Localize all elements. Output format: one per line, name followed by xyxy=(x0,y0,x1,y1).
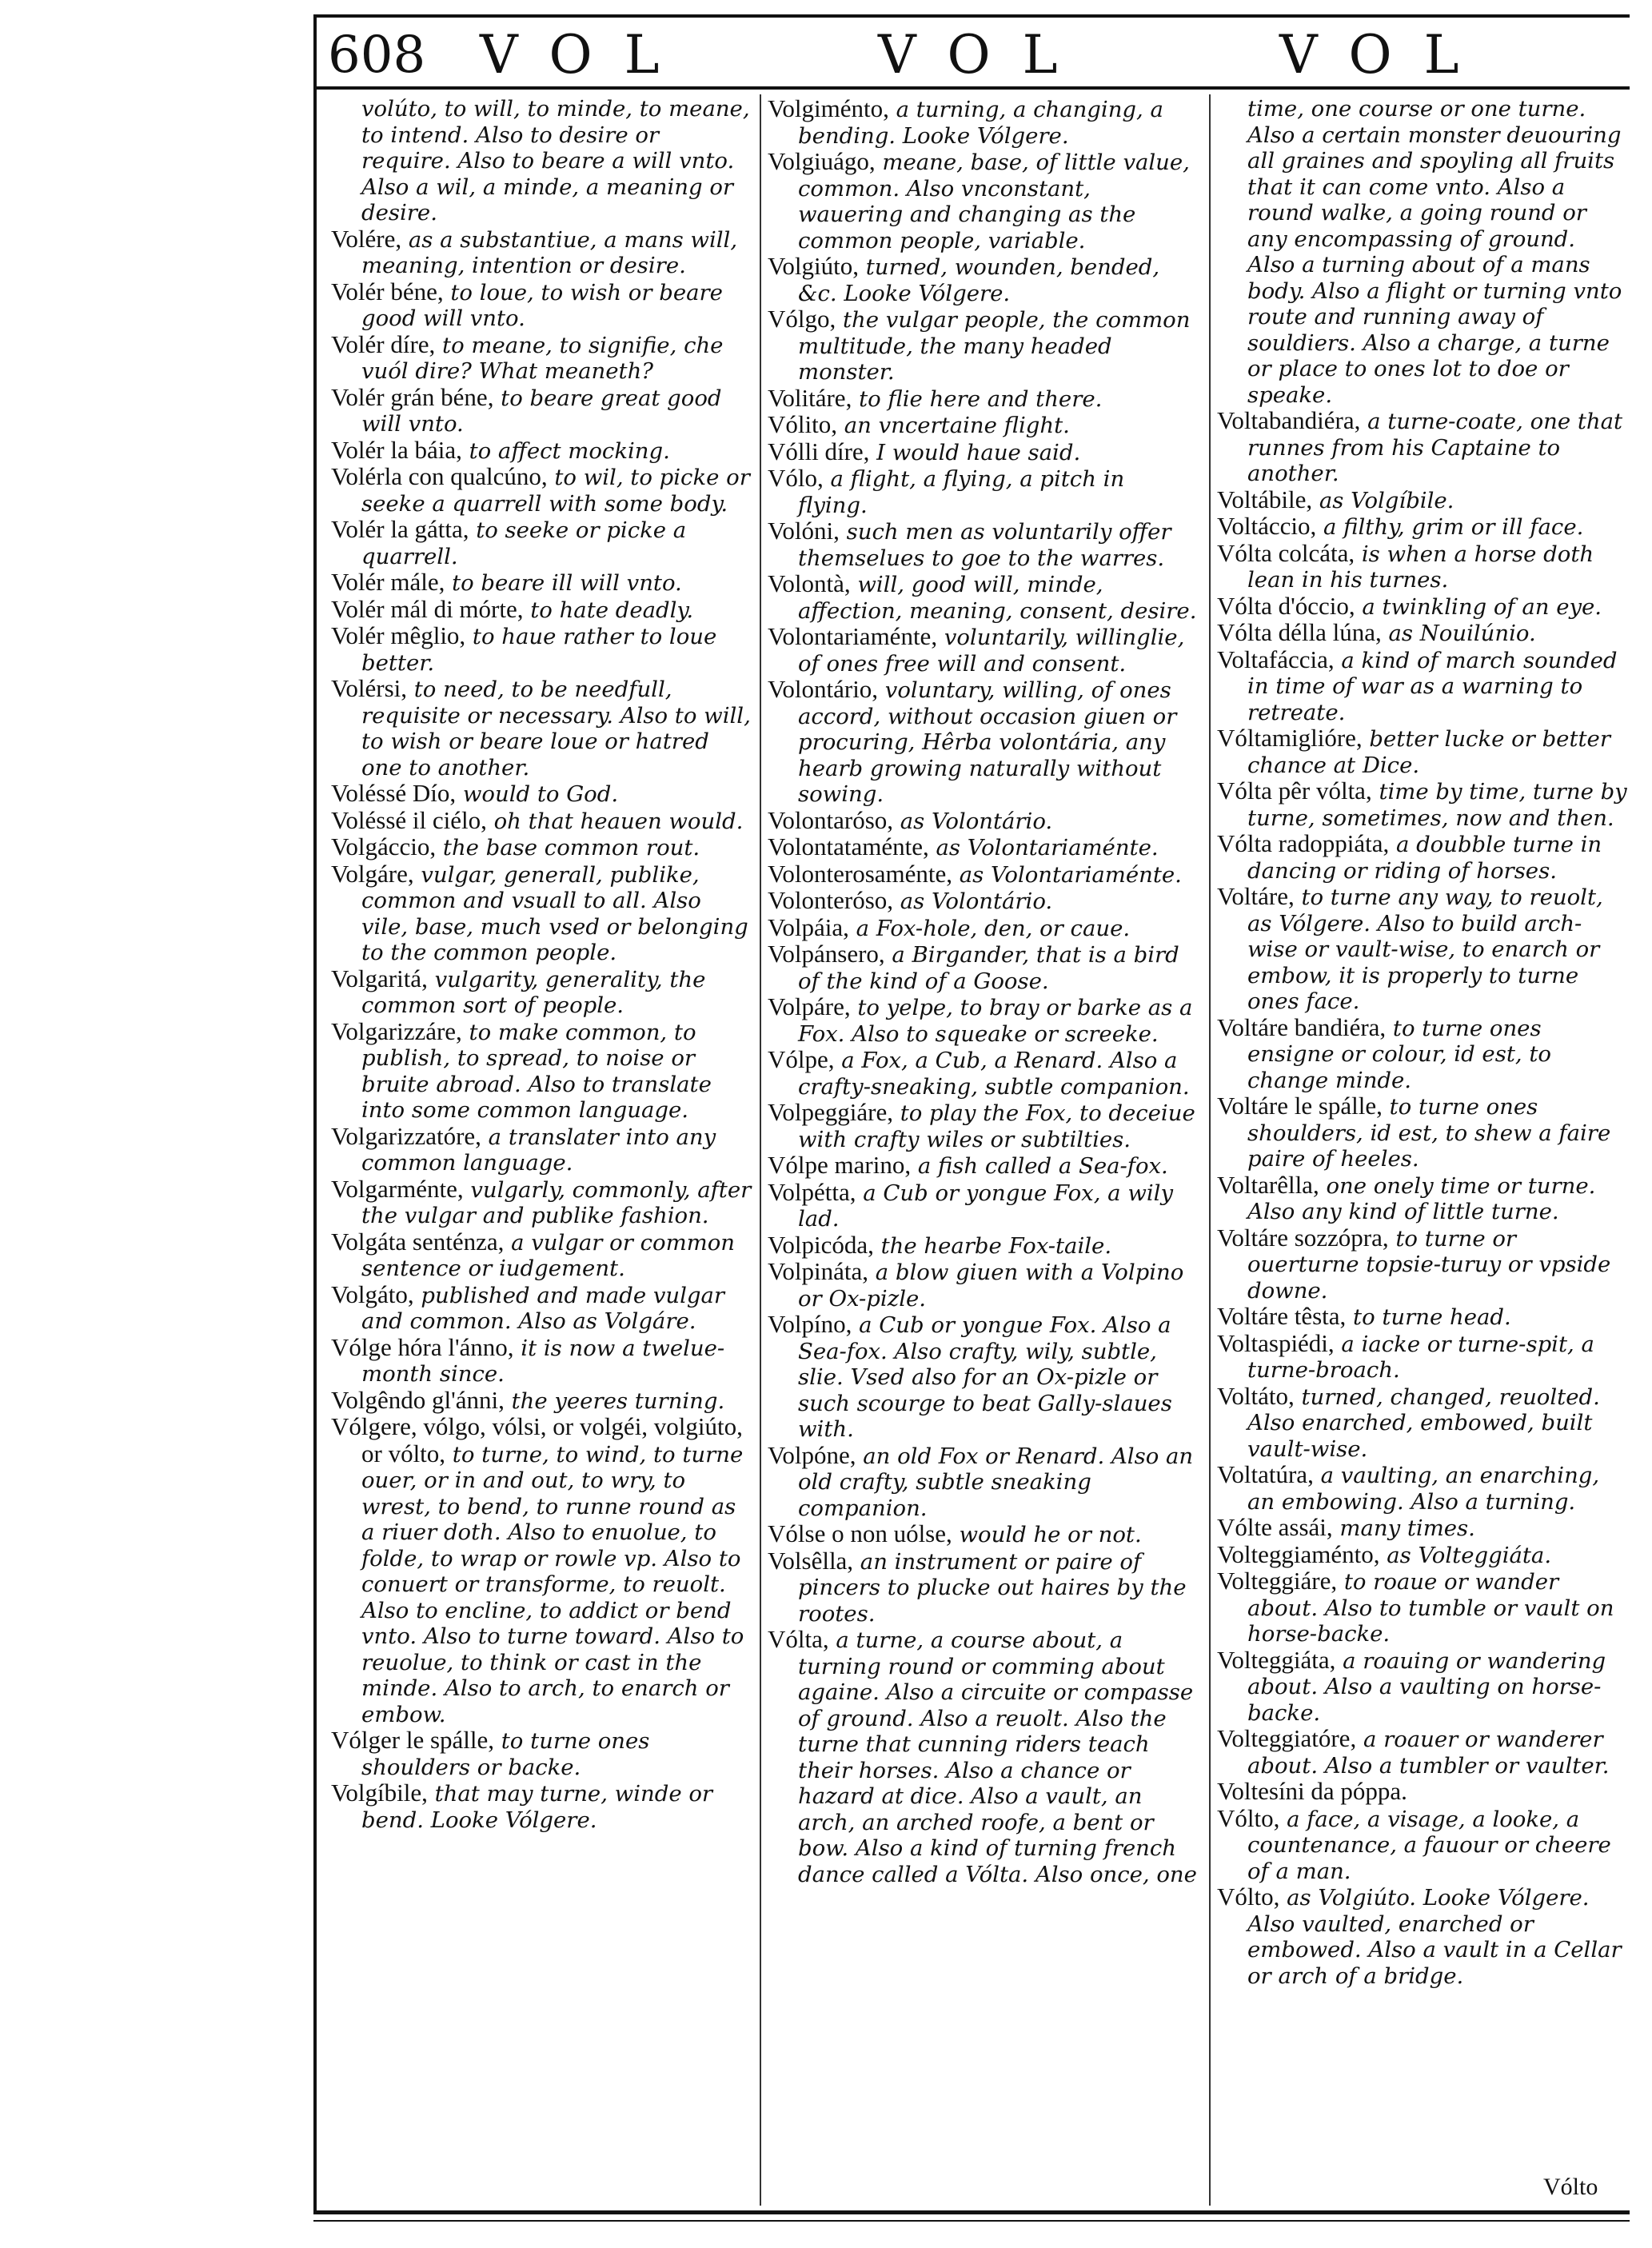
dictionary-entry xyxy=(1217,1012,1630,1094)
dictionary-entry xyxy=(768,571,1199,624)
entry-definition: voluntary, willing, of ones accord, without occasion giuen or procuring, Hêrba volontária, any hearb growing naturally without sowing. xyxy=(798,677,1177,807)
entry-headword: Vólge hóra l'ánno, xyxy=(331,1332,514,1361)
dictionary-entry xyxy=(331,226,753,279)
entry-headword: Volpeggiáre, xyxy=(768,1098,893,1126)
dictionary-entry xyxy=(331,382,753,437)
entry-headword: Volgáccio, xyxy=(331,833,437,860)
dictionary-entry xyxy=(1217,1225,1630,1304)
entry-headword: Voltarêlla, xyxy=(1217,1170,1319,1199)
entry-definition: a vaulting, an enarching, an embowing. Also a turning. xyxy=(1247,1463,1600,1515)
entry-headword: Volgiuágo, xyxy=(768,147,876,175)
dictionary-entry xyxy=(768,1232,1199,1260)
entry-definition: a Fox-hole, den, or caue. xyxy=(848,915,1131,941)
page-number: 608 xyxy=(328,26,426,85)
column-2 xyxy=(768,96,1199,1887)
entry-definition: to turne ones shoulders, id est, to shew a faire paire of heeles. xyxy=(1247,1094,1611,1172)
entry-headword: Vólta pêr vólta, xyxy=(1217,777,1372,805)
dictionary-entry xyxy=(1217,1515,1630,1542)
entry-definition: the hearbe Fox-taile. xyxy=(873,1232,1112,1259)
entry-definition: as Volontário. xyxy=(893,808,1053,834)
entry-headword: Voltafáccia, xyxy=(1217,645,1335,673)
entry-definition: to turne ones ensigne or colour, id est, to change minde. xyxy=(1247,1015,1551,1093)
dictionary-entry xyxy=(1217,1462,1630,1515)
entry-definition: I would haue said. xyxy=(869,439,1081,465)
entry-headword: Volpináta, xyxy=(768,1257,868,1285)
entry-headword: Volgêndo gl'ánni, xyxy=(331,1385,505,1414)
dictionary-entry xyxy=(768,912,1199,942)
dictionary-entry xyxy=(768,465,1199,518)
entry-definition: the vulgar people, the common multitude, the many headed monster. xyxy=(798,307,1191,385)
entry-headword: Voléssé il ciélo, xyxy=(331,805,487,834)
dictionary-entry xyxy=(1217,620,1630,647)
dictionary-entry xyxy=(768,834,1199,861)
entry-headword: Vólta colcáta, xyxy=(1217,538,1355,567)
dictionary-entry xyxy=(331,781,753,808)
entry-definition: meane, base, of little value, common. Also vnconstant, wauering and changing as the common people, variable. xyxy=(798,150,1190,254)
header-rule-bottom xyxy=(313,86,1630,90)
dictionary-entry xyxy=(1217,1304,1630,1331)
dictionary-entry xyxy=(331,861,753,966)
dictionary-entry xyxy=(768,888,1199,915)
dictionary-entry xyxy=(331,279,753,332)
dictionary-entry xyxy=(331,464,753,517)
entry-headword: Volgáre, xyxy=(331,859,414,888)
entry-definition: a doubble turne in dancing or riding of horses. xyxy=(1247,832,1602,884)
entry-definition: volúto, to will, to minde, to meane, to intend. Also to desire or require. Also to beare a will vnto. Also a wil, a minde, a meaning or desire. xyxy=(361,96,750,226)
dictionary-entry xyxy=(768,1152,1199,1180)
entry-definition: a Cub or yongue Fox. Also a Sea-fox. Also crafty, wily, subtle, slie. Vsed also for an Ox-pizle or such scourge to beat Gally-slaues with. xyxy=(798,1312,1172,1442)
dictionary-entry xyxy=(1217,513,1630,541)
entry-headword: Voltaspiédi, xyxy=(1217,1328,1335,1357)
running-head-left: VOL xyxy=(480,24,692,86)
entry-definition: is when a horse doth lean in his turnes. xyxy=(1247,541,1594,593)
dictionary-entry xyxy=(1217,831,1630,884)
dictionary-entry xyxy=(768,1047,1199,1100)
entry-definition: many times. xyxy=(1332,1515,1475,1541)
dictionary-entry xyxy=(331,1121,753,1176)
dictionary-entry xyxy=(1217,1647,1630,1727)
entry-definition: vulgarity, generality, the common sort of people. xyxy=(361,966,706,1018)
entry-headword: Vólto, xyxy=(1217,1803,1280,1832)
entry-headword: Volpáre, xyxy=(768,992,851,1020)
entry-headword: Voltatúra, xyxy=(1217,1460,1314,1488)
dictionary-entry xyxy=(768,1440,1199,1522)
entry-definition: such men as voluntarily offer themselues to goe to the warres. xyxy=(798,519,1171,571)
entry-definition: that may turne, winde or bend. Looke Vólgere. xyxy=(361,1781,713,1833)
entry-headword: Volontário, xyxy=(768,675,879,703)
dictionary-entry xyxy=(1217,1803,1630,1885)
entry-headword: Volteggiaménto, xyxy=(1217,1539,1380,1568)
entry-headword: Volpáia, xyxy=(768,912,849,941)
entry-headword: Vólta radoppiáta, xyxy=(1217,829,1390,857)
entry-headword: Volgáto, xyxy=(331,1280,414,1308)
dictionary-entry xyxy=(768,149,1199,254)
entry-headword: Vólgo, xyxy=(768,305,836,333)
entry-definition: to wil, to picke or seeke a quarrell with some body. xyxy=(361,465,750,517)
entry-definition: as Nouilúnio. xyxy=(1381,621,1536,646)
entry-headword: Voltáre têsta, xyxy=(1217,1302,1347,1330)
entry-definition: better lucke or better chance at Dice. xyxy=(1247,726,1610,778)
entry-definition: to seeke or picke a quarrell. xyxy=(361,517,687,569)
entry-headword: Volteggiáre, xyxy=(1217,1567,1338,1595)
dictionary-entry xyxy=(1217,778,1630,831)
entry-definition: it is now a twelue-month since. xyxy=(361,1335,725,1387)
entry-headword: Vólte assái, xyxy=(1217,1513,1333,1541)
entry-headword: Volonterosaménte, xyxy=(768,859,953,888)
entry-definition: to beare great good will vnto. xyxy=(361,385,722,437)
entry-definition: to beare ill will vnto. xyxy=(445,570,682,596)
dictionary-entry xyxy=(331,1332,753,1388)
dictionary-entry xyxy=(768,1259,1199,1312)
dictionary-entry xyxy=(331,437,753,465)
entry-headword: Volér la báia, xyxy=(331,435,462,464)
dictionary-entry xyxy=(768,96,1199,149)
entry-headword: Volóni, xyxy=(768,517,840,545)
entry-headword: Volér mêglio, xyxy=(331,621,466,649)
entry-definition: turned, wounden, bended, &c. Looke Vólgere. xyxy=(798,254,1160,306)
entry-headword: Volér mále, xyxy=(331,568,445,596)
entry-headword: Volgaritá, xyxy=(331,964,428,992)
dictionary-entry xyxy=(331,569,753,597)
dictionary-entry xyxy=(768,306,1199,385)
dictionary-entry xyxy=(768,439,1199,466)
dictionary-entry xyxy=(1217,1568,1630,1647)
dictionary-entry xyxy=(331,1414,753,1727)
left-border-rule xyxy=(313,14,317,2214)
entry-definition: to turne ones shoulders or backe. xyxy=(361,1728,650,1780)
dictionary-entry xyxy=(331,676,753,781)
dictionary-entry xyxy=(768,1177,1199,1232)
entry-headword: Voltáre le spálle, xyxy=(1217,1092,1383,1120)
dictionary-entry xyxy=(768,805,1199,835)
dictionary-entry xyxy=(1217,593,1630,621)
entry-definition: a roauing or wandering about. Also a vaulting on horse-backe. xyxy=(1247,1647,1606,1726)
dictionary-entry xyxy=(768,1521,1199,1548)
entry-headword: Vólta d'óccio, xyxy=(1217,591,1355,620)
column-rule-1 xyxy=(760,94,761,2206)
entry-definition: published and made vulgar and common. Also as Volgáre. xyxy=(361,1282,725,1334)
dictionary-entry xyxy=(768,624,1199,677)
entry-definition: a Cub or yongue Fox, a wily lad. xyxy=(798,1180,1173,1232)
entry-definition: a kind of march sounded in time of war as a warning to retreate. xyxy=(1247,647,1618,725)
dictionary-entry xyxy=(1217,647,1630,726)
entry-definition: a vulgar or common sentence or iudgement. xyxy=(361,1229,735,1281)
entry-definition: will, good will, minde, affection, meaning, consent, desire. xyxy=(798,572,1197,624)
entry-headword: Volér la gátta, xyxy=(331,515,469,543)
entry-definition: to yelpe, to bray or barke as a Fox. Also to squeake or screeke. xyxy=(798,995,1193,1047)
entry-headword: Voltáre bandiéra, xyxy=(1217,1012,1387,1041)
entry-headword: Volitáre, xyxy=(768,383,852,412)
entry-headword: Volére, xyxy=(331,224,402,253)
entry-definition: one onely time or turne. Also any kind of little turne. xyxy=(1247,1172,1596,1224)
entry-definition: the yeeres turning. xyxy=(504,1388,725,1414)
entry-headword: Volpánsero, xyxy=(768,940,885,968)
entry-headword: Volpíno, xyxy=(768,1310,852,1338)
running-head-right: VOL xyxy=(1279,24,1491,86)
entry-definition: an old Fox or Renard. Also an old crafty, subtle sneaking companion. xyxy=(798,1443,1194,1521)
entry-headword: Volgiúto, xyxy=(768,252,859,280)
entry-headword: Volpétta, xyxy=(768,1177,856,1206)
dictionary-entry xyxy=(1217,1093,1630,1172)
entry-definition: to loue, to wish or beare good will vnto. xyxy=(361,279,723,331)
entry-definition: a fish called a Sea-fox. xyxy=(911,1153,1168,1179)
entry-headword: Volgarizzatóre, xyxy=(331,1121,481,1150)
entry-definition: a turning, a changing, a bending. Looke Vólgere. xyxy=(798,97,1163,149)
dictionary-entry xyxy=(1217,1328,1630,1384)
entry-headword: Voltábile, xyxy=(1217,485,1313,513)
dictionary-entry xyxy=(331,1727,753,1780)
entry-definition: a Birgander, that is a bird of the kind of a Goose. xyxy=(798,942,1179,994)
entry-headword: Volteggiáta, xyxy=(1217,1645,1336,1674)
dictionary-entry xyxy=(331,517,753,569)
entry-definition: to hate deadly. xyxy=(523,597,694,623)
entry-headword: Vólpe marino, xyxy=(768,1151,912,1179)
dictionary-entry xyxy=(768,994,1199,1047)
entry-definition: time by time, turne by turne, sometimes, now and then. xyxy=(1247,779,1627,831)
entry-headword: Voltesíni da póppa. xyxy=(1217,1777,1407,1805)
entry-headword: Volgarizzáre, xyxy=(331,1016,462,1045)
entry-definition: as Volontário. xyxy=(893,888,1053,914)
entry-headword: Volontataménte, xyxy=(768,833,929,860)
entry-headword: Voltabandiéra, xyxy=(1217,406,1361,434)
dictionary-entry xyxy=(768,412,1199,439)
entry-definition: to turne any way, to reuolt, as Vólgere. Also to build arch-wise or vault-wise, to enarch or embow, it is properly to turne ones face. xyxy=(1247,884,1603,1014)
dictionary-entry xyxy=(1217,408,1630,487)
entry-definition: a flight, a flying, a pitch in flying. xyxy=(798,466,1125,518)
entry-headword: Vólo, xyxy=(768,464,824,492)
entry-headword: Vólito, xyxy=(768,410,837,438)
entry-headword: Vólta délla lúna, xyxy=(1217,618,1382,646)
entry-headword: Volérsi, xyxy=(331,674,408,702)
dictionary-entry xyxy=(331,805,753,835)
dictionary-entry xyxy=(331,623,753,676)
dictionary-entry xyxy=(768,385,1199,413)
entry-definition: as Volontariaménte. xyxy=(928,835,1159,860)
dictionary-entry xyxy=(768,1548,1199,1627)
dictionary-entry xyxy=(331,1780,753,1833)
entry-headword: Vólgere, vólgo, vólsi, or volgéi, volgiúto, or vólto, xyxy=(331,1412,743,1467)
dictionary-entry xyxy=(331,1282,753,1335)
entry-headword: Vóltamiglióre, xyxy=(1217,724,1363,752)
entry-headword: Vólto, xyxy=(1217,1883,1280,1911)
entry-headword: Vólger le spálle, xyxy=(331,1726,495,1754)
dictionary-entry xyxy=(331,1385,753,1415)
entry-definition: to haue rather to loue better. xyxy=(361,624,717,676)
entry-definition: to need, to be needfull, requisite or necessary. Also to will, to wish or beare loue or hatred one to another. xyxy=(361,677,751,781)
entry-headword: Volér grán béne, xyxy=(331,382,494,411)
entry-definition: would to God. xyxy=(456,781,619,807)
entry-headword: Voltáre, xyxy=(1217,882,1295,910)
header-rule-top xyxy=(313,14,1630,18)
bottom-rule xyxy=(313,2210,1630,2214)
entry-definition: to turne, to wind, to turne ouer, or in and out, to wry, to wrest, to bend, to runne round as a riuer doth. Also to enuolue, to folde, to wrap or rowle vp. Also to conuert or transforme, to reuolt. Also to encline, to addict or bend vnto. Also to turne toward. Also to reuolue, to think or cast in the minde. Also to arch, to enarch or embow. xyxy=(361,1441,744,1727)
dictionary-entry xyxy=(1217,538,1630,593)
entry-definition: would he or not. xyxy=(952,1522,1142,1547)
dictionary-entry xyxy=(331,1176,753,1229)
column-1 xyxy=(331,96,753,1833)
bottom-rule-thin xyxy=(313,2220,1630,2222)
entry-definition: as Volgiúto. Looke Vólgere. Also vaulted, enarched or embowed. Also a vault in a Cellar or arch of a bridge. xyxy=(1247,1885,1622,1989)
entry-headword: Volteggiatóre, xyxy=(1217,1724,1357,1752)
column-rule-2 xyxy=(1209,94,1211,2206)
dictionary-entry xyxy=(1217,884,1630,1015)
column-3 xyxy=(1217,96,1630,1989)
dictionary-entry xyxy=(768,677,1199,808)
entry-definition: voluntarily, willinglie, of ones free will and consent. xyxy=(798,625,1185,677)
entry-definition: as a substantiue, a mans will, meaning, intention or desire. xyxy=(361,226,738,278)
entry-definition: time, one course or one turne. Also a certain monster deuouring all graines and spoyling all fruits that it can come vnto. Also a round walke, a going round or any encompassing of ground. Also a turning about of a mans body. Also a flight or turning vnto route and running away of souldiers. Also a charge, a turne or place to ones lot to doe or speake. xyxy=(1247,96,1622,408)
entry-definition: vulgar, generall, publike, common and vsuall to all. Also vile, base, much vsed or belonging to the common people. xyxy=(361,861,748,965)
dictionary-entry xyxy=(1217,1726,1630,1779)
entry-definition: to affect mocking. xyxy=(461,437,670,464)
dictionary-entry xyxy=(1217,1779,1630,1806)
entry-definition: a translater into any common language. xyxy=(361,1124,716,1176)
entry-headword: Volontaróso, xyxy=(768,805,894,834)
entry-definition: to play the Fox, to deceiue with crafty wiles or subtilties. xyxy=(798,1100,1195,1152)
dictionary-entry xyxy=(331,1229,753,1282)
dictionary-entry xyxy=(331,1016,753,1124)
entry-definition: a filthy, grim or ill face. xyxy=(1316,514,1584,540)
entry-definition: a turne, a course about, a turning round or comming about againe. Also a circuite or compasse of ground. Also a reuolt. Also the turne that cunning riders teach their horses. Also a chance or hazard at dice. Also a vault, an arch, an arched roofe, a bent or bow. Also a kind of turning french dance called a Vólta. Also once, one xyxy=(798,1627,1197,1887)
entry-headword: Volgáta senténza, xyxy=(331,1227,505,1256)
entry-definition: an instrument or paire of pincers to plucke out haires by the rootes. xyxy=(798,1548,1187,1627)
entry-headword: Volpicóda, xyxy=(768,1230,874,1259)
dictionary-entry xyxy=(768,1100,1199,1152)
entry-definition: a iacke or turne-spit, a turne-broach. xyxy=(1247,1331,1594,1383)
entry-definition: the base common rout. xyxy=(436,835,700,860)
entry-definition: to turne head. xyxy=(1346,1304,1511,1330)
dictionary-entry xyxy=(768,254,1199,306)
entry-headword: Volérla con qualcúno, xyxy=(331,462,548,490)
entry-headword: Volonteróso, xyxy=(768,886,894,914)
entry-definition: a roauer or wanderer about. Also a tumbler or vaulter. xyxy=(1247,1727,1610,1779)
dictionary-entry xyxy=(1217,1884,1630,1989)
entry-definition: a Fox, a Cub, a Renard. Also a crafty-sneaking, subtle companion. xyxy=(798,1048,1190,1100)
dictionary-entry xyxy=(331,96,753,226)
dictionary-entry xyxy=(331,594,753,624)
dictionary-entry xyxy=(1217,1172,1630,1225)
entry-definition: as Volgíbile. xyxy=(1312,487,1454,513)
running-head-center: VOL xyxy=(878,24,1090,86)
entry-headword: Volgarménte, xyxy=(331,1174,464,1203)
entry-definition: to make common, to publish, to spread, to noise or bruite abroad. Also to translate into some common language. xyxy=(361,1019,712,1123)
entry-headword: Volér béne, xyxy=(331,277,444,305)
dictionary-entry xyxy=(1217,1539,1630,1569)
entry-headword: Voléssé Dío, xyxy=(331,779,457,807)
dictionary-entry xyxy=(1217,725,1630,778)
entry-definition: turned, changed, reuolted. Also enarched, embowed, built vault-wise. xyxy=(1247,1384,1600,1462)
dictionary-entry xyxy=(768,1312,1199,1443)
entry-headword: Volpóne, xyxy=(768,1440,856,1469)
dictionary-entry xyxy=(768,1627,1199,1887)
entry-headword: Voltáre sozzópra, xyxy=(1217,1223,1389,1252)
dictionary-entry xyxy=(768,941,1199,994)
entry-headword: Vólli díre, xyxy=(768,437,870,465)
entry-headword: Vólpe, xyxy=(768,1045,835,1073)
entry-definition: vulgarly, commonly, after the vulgar and publike fashion. xyxy=(361,1176,752,1228)
entry-headword: Vólse o non uólse, xyxy=(768,1519,952,1547)
entry-headword: Voltáto, xyxy=(1217,1381,1295,1410)
entry-headword: Volgiménto, xyxy=(768,94,889,122)
entry-definition: a face, a visage, a looke, a countenance, a fauour or cheere of a man. xyxy=(1247,1806,1611,1884)
entry-definition: to flie here and there. xyxy=(852,385,1103,412)
entry-headword: Volgíbile, xyxy=(331,1779,428,1807)
entry-headword: Volsêlla, xyxy=(768,1546,854,1575)
dictionary-entry xyxy=(331,329,753,385)
entry-definition: to roaue or wander about. Also to tumble or vault on horse-backe. xyxy=(1247,1569,1614,1647)
entry-definition: as Volontariaménte. xyxy=(952,861,1182,888)
entry-definition: a twinkling of an eye. xyxy=(1355,593,1602,620)
entry-headword: Vólta, xyxy=(768,1625,829,1653)
catchword: Vólto xyxy=(1543,2174,1598,2200)
dictionary-entry xyxy=(768,518,1199,571)
dictionary-entry xyxy=(331,834,753,861)
entry-definition: to meane, to signifie, che vuól dire? What meaneth? xyxy=(361,332,724,384)
entry-headword: Volontariaménte, xyxy=(768,622,938,650)
dictionary-entry xyxy=(1217,1381,1630,1463)
dictionary-entry xyxy=(331,966,753,1019)
dictionary-entry xyxy=(1217,487,1630,514)
entry-definition: oh that heauen would. xyxy=(486,808,744,834)
entry-definition: as Volteggiáta. xyxy=(1379,1542,1552,1568)
dictionary-entry xyxy=(1217,96,1630,408)
entry-definition: to turne or ouerturne topsie-turuy or vpside downe. xyxy=(1247,1225,1611,1304)
entry-headword: Volér mál di mórte, xyxy=(331,594,524,623)
dictionary-entry xyxy=(768,861,1199,888)
entry-headword: Volontà, xyxy=(768,569,851,597)
entry-definition: an vncertaine flight. xyxy=(836,413,1070,438)
entry-definition: a blow giuen with a Volpino or Ox-pizle. xyxy=(798,1260,1184,1312)
entry-headword: Volér díre, xyxy=(331,329,436,358)
entry-definition: a turne-coate, one that runnes from his Captaine to another. xyxy=(1247,409,1623,486)
entry-headword: Voltáccio, xyxy=(1217,512,1317,540)
